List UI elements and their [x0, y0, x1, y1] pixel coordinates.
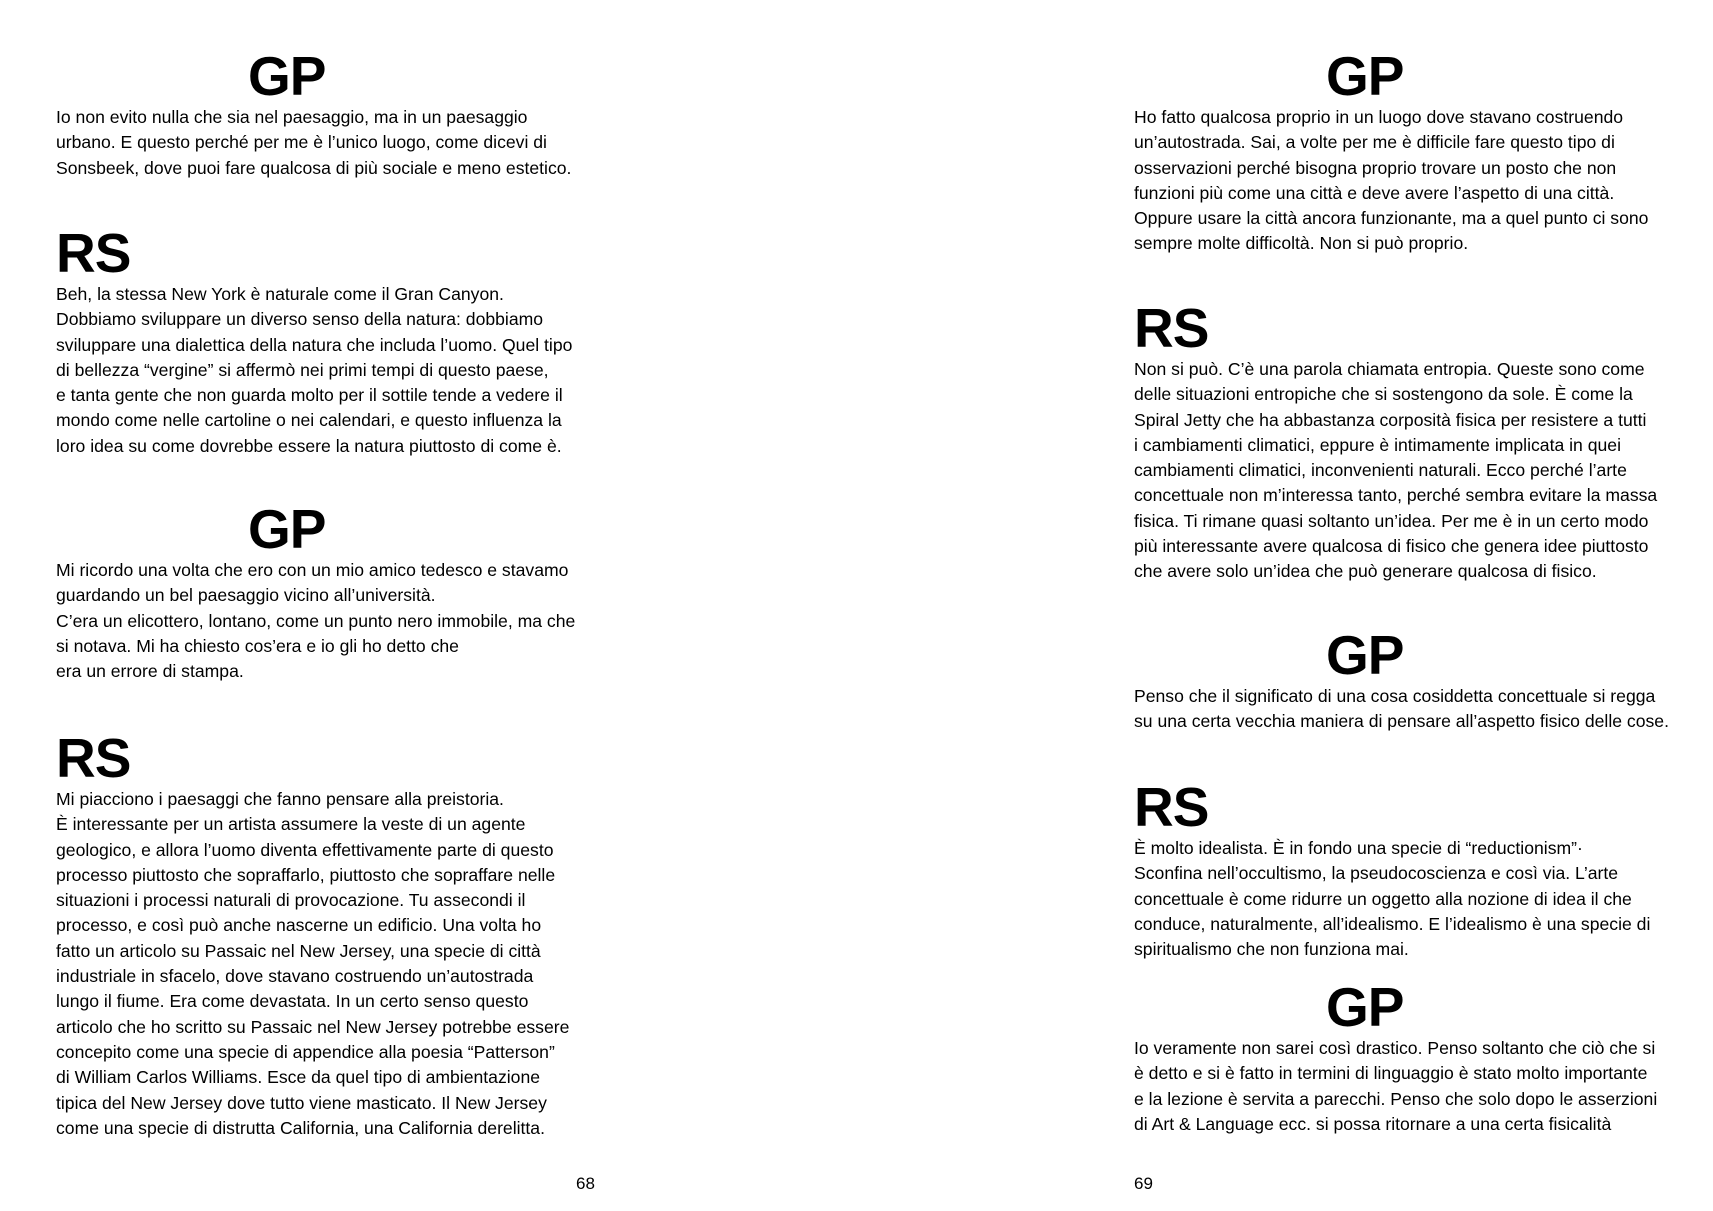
- speaker-label: RS: [56, 222, 131, 284]
- dialogue-text: Beh, la stessa New York è naturale come il Gran Canyon. Dobbiamo sviluppare un diverso senso della natura: dobbiamo sviluppare una dialettica della natura che includa l’uomo. Quel tipo di bellezza “vergine” si affermò nei primi tempi di questo paese, e tanta gente che non guarda molto per il sottile tende a vedere il mondo come nelle cartoline o nei calendari, e questo influenza la loro idea su come dovrebbe essere la natura piuttosto di come è.: [56, 284, 573, 456]
- dialogue-block: [1134, 47, 1679, 257]
- dialogue-text: Non si può. C’è una parola chiamata entropia. Queste sono come delle situazioni entropiche che si sostengono da sole. È come la Spiral Jetty che ha abbastanza corposità fisica per resistere a tutti i cambiamenti climatici, eppure è intimamente implicata in quei cambiamenti climatici, inconvenienti naturali. Ecco perché l’arte concettuale non m’interessa tanto, perché sembra evitare la massa fisica. Ti rimane quasi soltanto un’idea. Per me è in un certo modo più interessante avere qualcosa di fisico che genera idee piuttosto che avere solo un’idea che può generare qualcosa di fisico.: [1134, 359, 1658, 582]
- dialogue-block: [1134, 626, 1679, 735]
- dialogue-text: Io veramente non sarei così drastico. Penso soltanto che ciò che si è detto e si è fatto in termini di linguaggio è stato molto importante e la lezione è servita a parecchi. Penso che solo dopo le asserzioni di Art & Language ecc. si possa ritornare a una certa fisicalità: [1134, 1038, 1658, 1134]
- speaker-label: GP: [1326, 45, 1404, 107]
- speaker-label: RS: [1134, 776, 1209, 838]
- dialogue-text: Mi ricordo una volta che ero con un mio amico tedesco e stavamo guardando un bel paesaggio vicino all’università. C’era un elicottero, lontano, come un punto nero immobile, ma che si notava. Mi ha chiesto cos’era e io gli ho detto che era un errore di stampa.: [56, 560, 576, 682]
- dialogue-text: È molto idealista. È in fondo una specie di “reductionism”· Sconfina nell’occultismo, la pseudocoscienza e così via. L’arte concettuale è come ridurre un oggetto alla nozione di idea il che conduce, naturalmente, all’idealismo. E l’idealismo è una specie di spiritualismo che non funziona mai.: [1134, 838, 1651, 960]
- speaker-label: RS: [56, 727, 131, 789]
- speaker-label: GP: [248, 45, 326, 107]
- speaker-label: GP: [1326, 976, 1404, 1038]
- dialogue-text: Ho fatto qualcosa proprio in un luogo dove stavano costruendo un’autostrada. Sai, a volte per me è difficile fare questo tipo di osservazioni perché bisogna proprio trovare un posto che non funzioni più come una città e deve avere l’aspetto di una città. Oppure usare la città ancora funzionante, ma a quel punto ci sono sempre molte difficoltà. Non si può proprio.: [1134, 107, 1649, 254]
- dialogue-block: [1134, 978, 1679, 1137]
- page-number: 68: [576, 1174, 595, 1193]
- page-number: 69: [1134, 1174, 1153, 1193]
- speaker-label: GP: [248, 498, 326, 560]
- speaker-label: RS: [1134, 297, 1209, 359]
- dialogue-text: Mi piacciono i paesaggi che fanno pensare alla preistoria. È interessante per un artista assumere la veste di un agente geologico, e allora l’uomo diventa effettivamente parte di questo processo piuttosto che sopraffarlo, piuttosto che sopraffare nelle situazioni i processi naturali di provocazione. Tu assecondi il processo, e così può anche nascerne un edificio. Una volta ho fatto un articolo su Passaic nel New Jersey, una specie di città industriale in sfacelo, dove stavano costruendo un’autostrada lungo il fiume. Era come devastata. In un certo senso questo articolo che ho scritto su Passaic nel New Jersey potrebbe essere concepito come una specie di appendice alla poesia “Patterson” di William Carlos Williams. Esce da quel tipo di ambientazione tipica del New Jersey dove tutto viene masticato. Il New Jersey come una specie di distrutta California, una California derelitta.: [56, 789, 570, 1138]
- dialogue-text: Penso che il significato di una cosa cosiddetta concettuale si regga su una certa vecchia maniera di pensare all’aspetto fisico delle cose.: [1134, 686, 1669, 732]
- speaker-label: GP: [1326, 624, 1404, 686]
- dialogue-block: [1134, 778, 1679, 962]
- dialogue-text: Io non evito nulla che sia nel paesaggio, ma in un paesaggio urbano. E questo perché per me è l’unico luogo, come dicevi di Sonsbeek, dove puoi fare qualcosa di più sociale e meno estetico.: [56, 107, 572, 178]
- dialogue-block: [1134, 299, 1679, 585]
